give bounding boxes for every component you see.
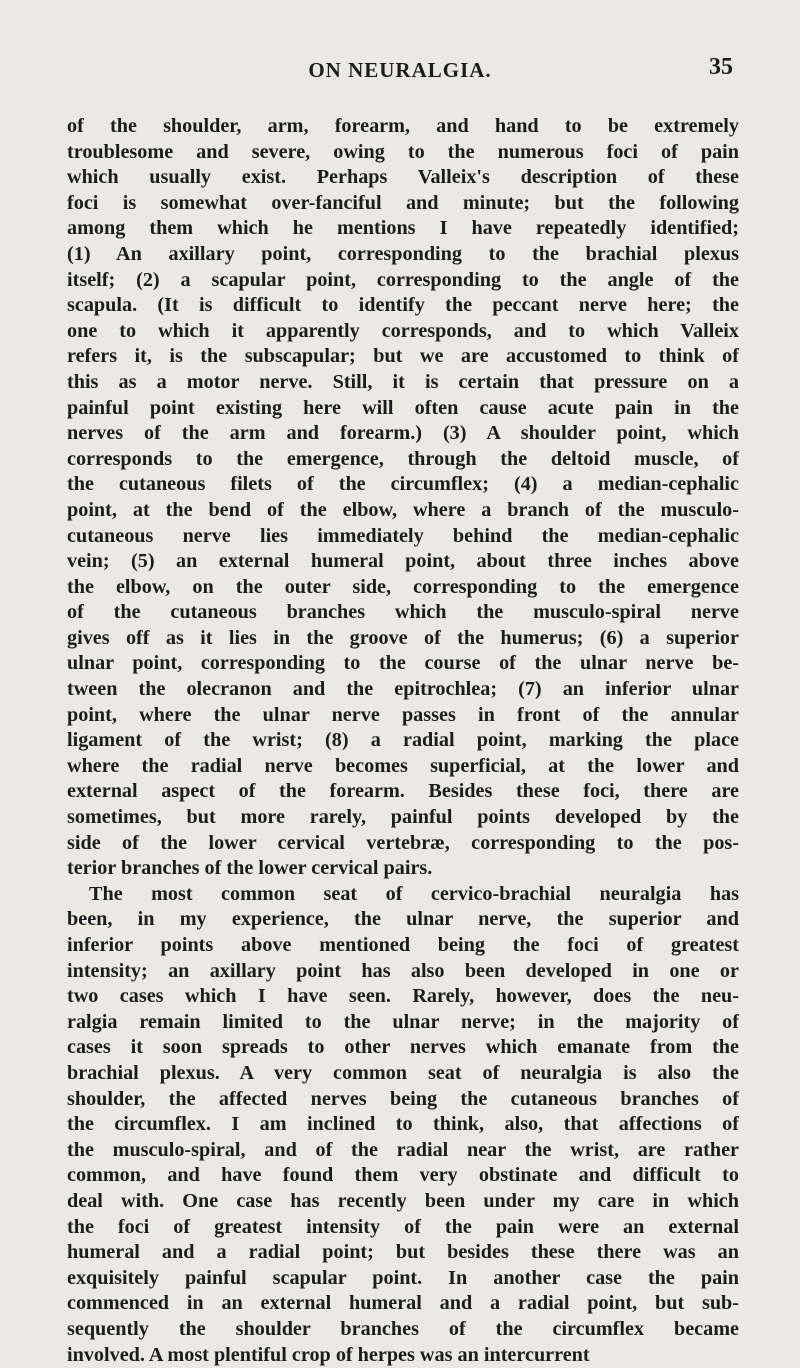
text-line: tween the olecranon and the epitrochlea; (7) an inferior ulnar xyxy=(67,677,739,703)
running-head xyxy=(0,58,800,84)
text-line: intensity; an axillary point has also been developed in one or xyxy=(67,959,739,985)
text-line: ligament of the wrist; (8) a radial point, marking the place xyxy=(67,728,739,754)
text-line: ulnar point, corresponding to the course of the ulnar nerve be- xyxy=(67,651,739,677)
text-line: common, and have found them very obstinate and difficult to xyxy=(67,1163,739,1189)
text-line: foci is somewhat over-fanciful and minute; but the following xyxy=(67,191,739,217)
text-line: painful point existing here will often cause acute pain in the xyxy=(67,396,739,422)
text-line: this as a motor nerve. Still, it is certain that pressure on a xyxy=(67,370,739,396)
text-line: been, in my experience, the ulnar nerve, the superior and xyxy=(67,907,739,933)
text-line: which usually exist. Perhaps Valleix's description of these xyxy=(67,165,739,191)
text-line: cases it soon spreads to other nerves which emanate from the xyxy=(67,1035,739,1061)
text-line: vein; (5) an external humeral point, about three inches above xyxy=(67,549,739,575)
text-line: inferior points above mentioned being the foci of greatest xyxy=(67,933,739,959)
text-line: the circumflex. I am inclined to think, also, that affections of xyxy=(67,1112,739,1138)
text-line: The most common seat of cervico-brachial neuralgia has xyxy=(67,882,739,908)
text-line: brachial plexus. A very common seat of neuralgia is also the xyxy=(67,1061,739,1087)
text-line: shoulder, the affected nerves being the cutaneous branches of xyxy=(67,1087,739,1113)
text-line: scapula. (It is difficult to identify the peccant nerve here; the xyxy=(67,293,739,319)
text-line: external aspect of the forearm. Besides these foci, there are xyxy=(67,779,739,805)
text-line: the cutaneous filets of the circumflex; (4) a median-cephalic xyxy=(67,472,739,498)
text-line: corresponds to the emergence, through the deltoid muscle, of xyxy=(67,447,739,473)
text-line: the elbow, on the outer side, corresponding to the emergence xyxy=(67,575,739,601)
text-line: deal with. One case has recently been under my care in which xyxy=(67,1189,739,1215)
paragraph xyxy=(67,882,739,1368)
text-line: involved. A most plentiful crop of herpes was an intercurrent xyxy=(67,1343,739,1368)
text-line: two cases which I have seen. Rarely, however, does the neu- xyxy=(67,984,739,1010)
text-line: point, at the bend of the elbow, where a branch of the musculo- xyxy=(67,498,739,524)
text-line: sequently the shoulder branches of the circumflex became xyxy=(67,1317,739,1343)
text-line: the foci of greatest intensity of the pain were an external xyxy=(67,1215,739,1241)
text-line: among them which he mentions I have repeatedly identified; xyxy=(67,216,739,242)
text-line: nerves of the arm and forearm.) (3) A shoulder point, which xyxy=(67,421,739,447)
text-line: of the cutaneous branches which the musculo-spiral nerve xyxy=(67,600,739,626)
text-line: itself; (2) a scapular point, corresponding to the angle of the xyxy=(67,268,739,294)
text-line: of the shoulder, arm, forearm, and hand to be extremely xyxy=(67,114,739,140)
text-line: humeral and a radial point; but besides these there was an xyxy=(67,1240,739,1266)
text-line: terior branches of the lower cervical pairs. xyxy=(67,856,739,882)
text-line: exquisitely painful scapular point. In another case the pain xyxy=(67,1266,739,1292)
text-line: the musculo-spiral, and of the radial near the wrist, are rather xyxy=(67,1138,739,1164)
text-line: refers it, is the subscapular; but we are accustomed to think of xyxy=(67,344,739,370)
paragraph xyxy=(67,114,739,882)
text-line: cutaneous nerve lies immediately behind the median-cephalic xyxy=(67,524,739,550)
body-text xyxy=(67,114,739,1368)
page-number: 35 xyxy=(709,54,733,81)
text-line: troublesome and severe, owing to the numerous foci of pain xyxy=(67,140,739,166)
running-title: ON NEURALGIA. xyxy=(0,58,800,83)
text-line: where the radial nerve becomes superficial, at the lower and xyxy=(67,754,739,780)
text-line: ralgia remain limited to the ulnar nerve; in the majority of xyxy=(67,1010,739,1036)
text-line: (1) An axillary point, corresponding to the brachial plexus xyxy=(67,242,739,268)
text-line: commenced in an external humeral and a radial point, but sub- xyxy=(67,1291,739,1317)
text-line: one to which it apparently corresponds, and to which Valleix xyxy=(67,319,739,345)
text-line: point, where the ulnar nerve passes in front of the annular xyxy=(67,703,739,729)
text-line: sometimes, but more rarely, painful points developed by the xyxy=(67,805,739,831)
text-line: side of the lower cervical vertebræ, corresponding to the pos- xyxy=(67,831,739,857)
text-line: gives off as it lies in the groove of the humerus; (6) a superior xyxy=(67,626,739,652)
